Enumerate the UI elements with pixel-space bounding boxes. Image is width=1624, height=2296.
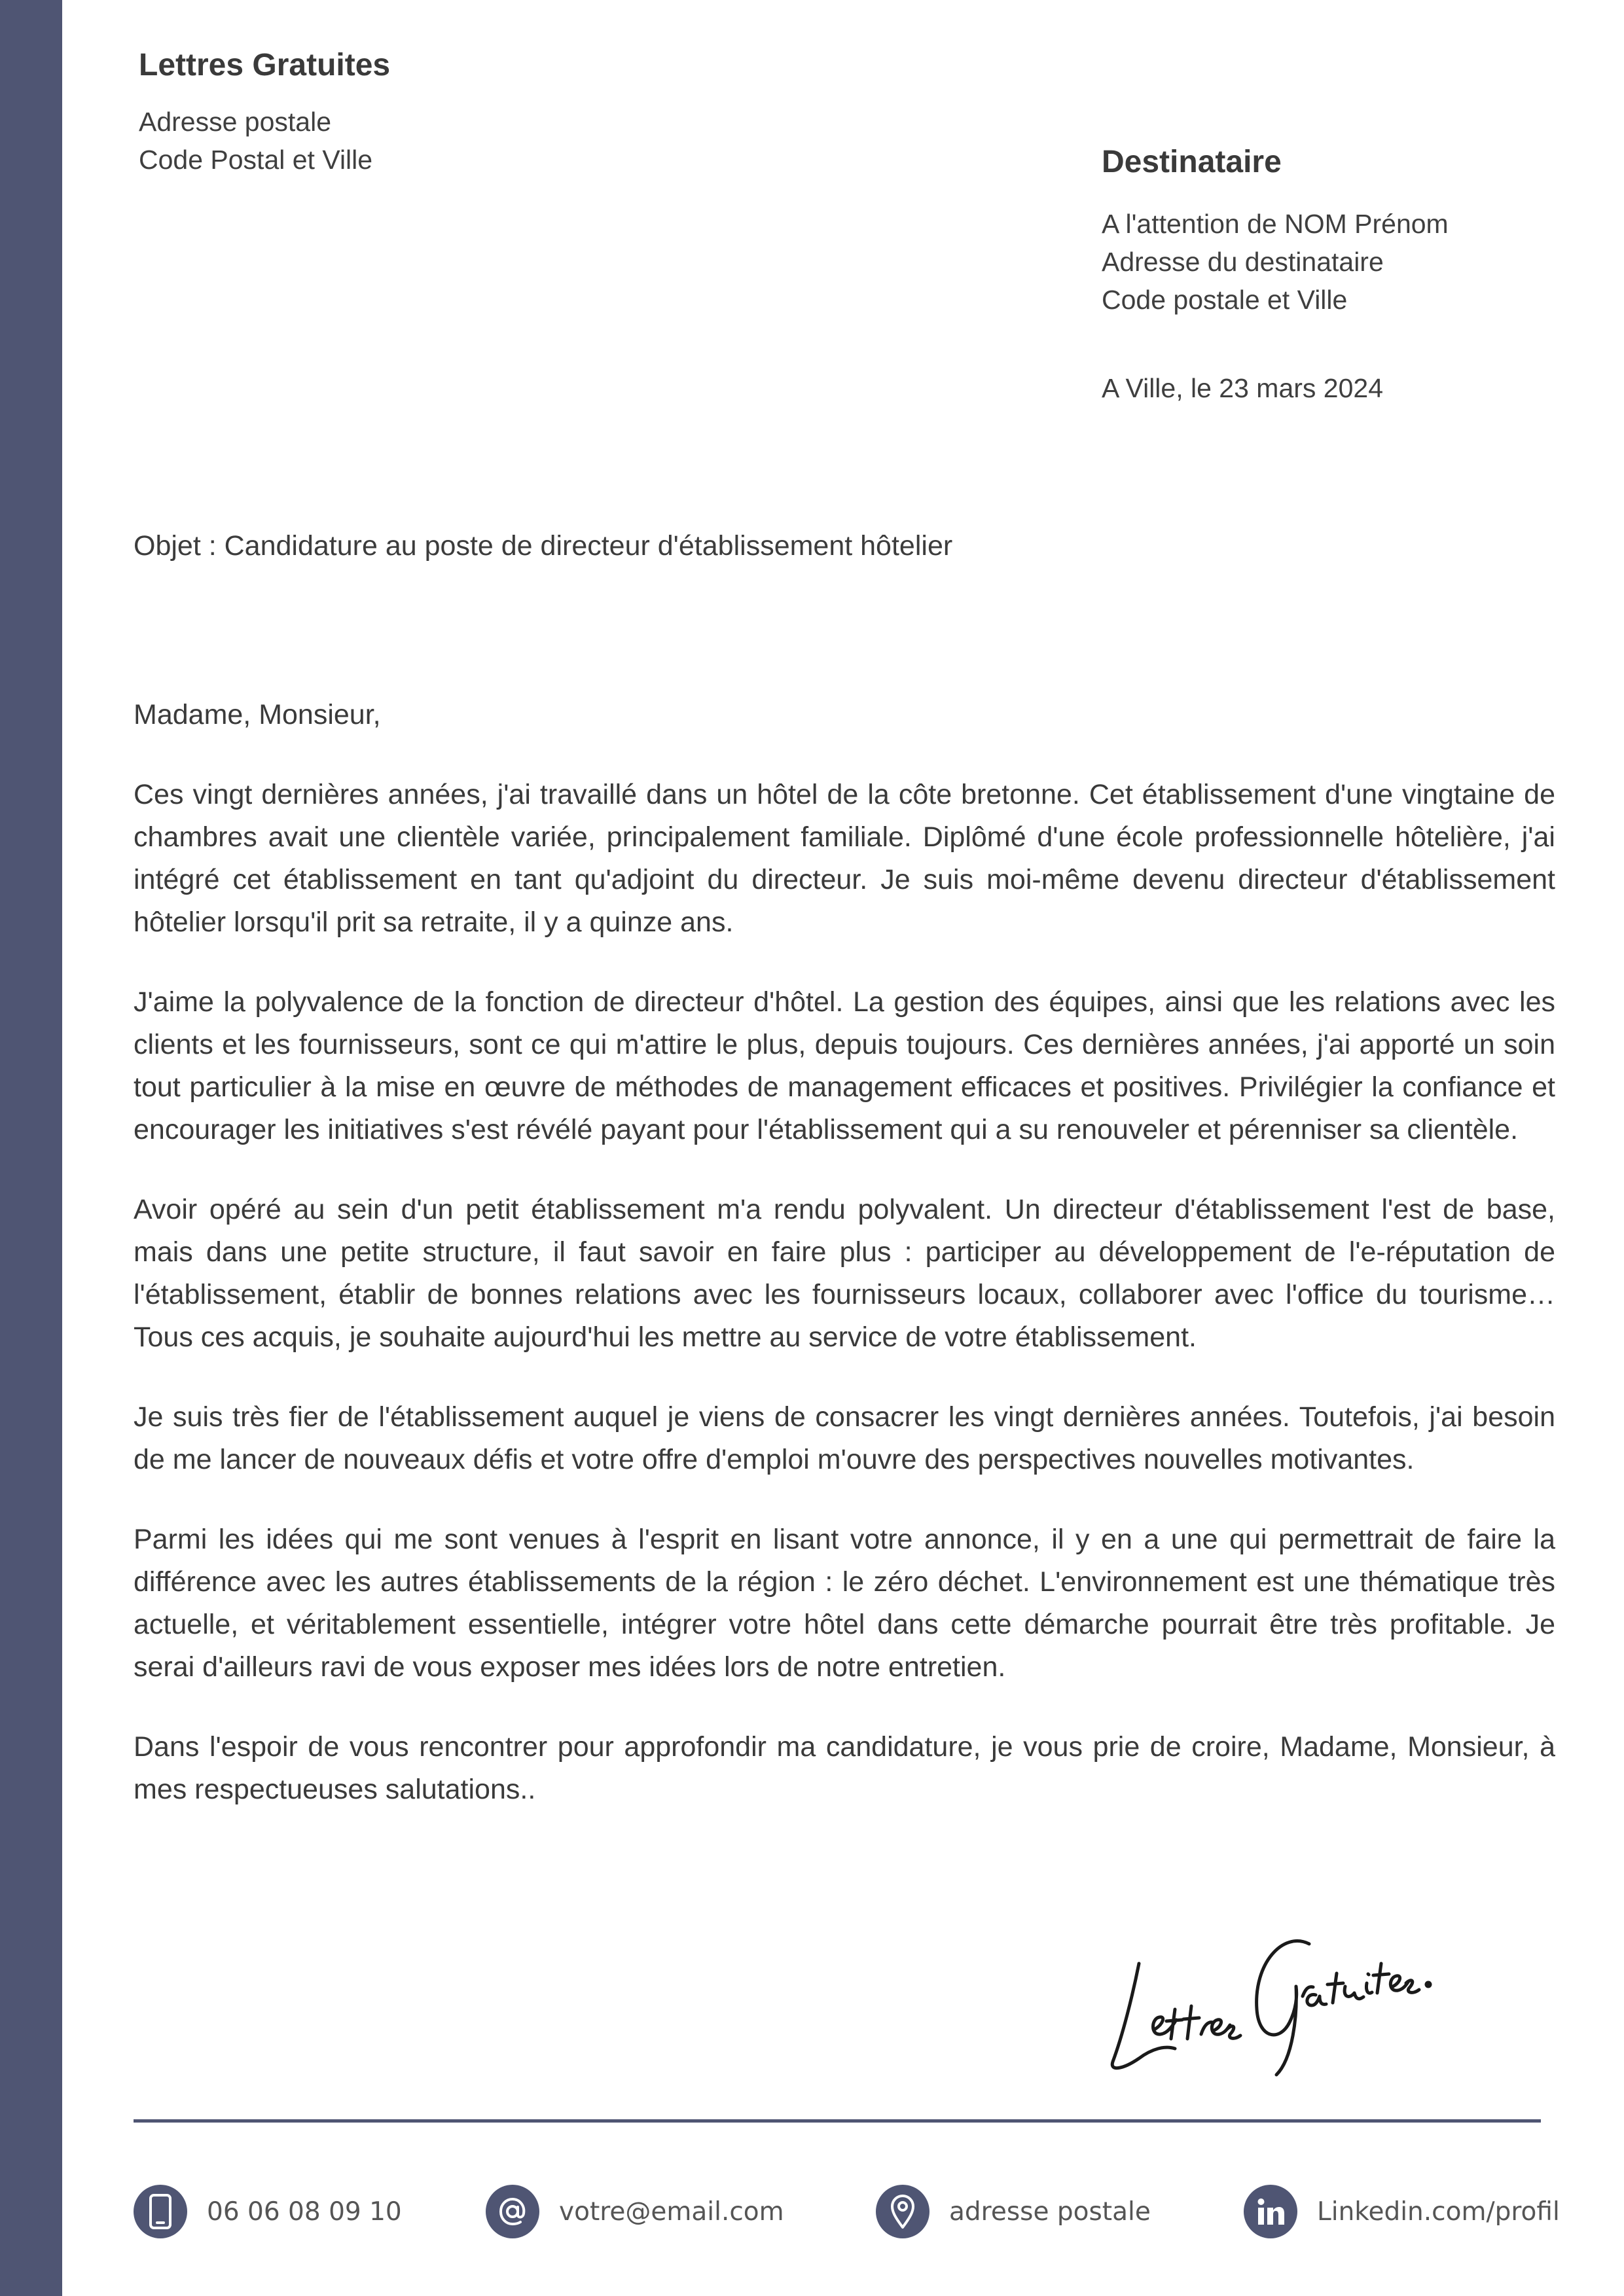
body-paragraph: Je suis très fier de l'établissement auquel je viens de consacrer les vingt dernières années. Toutefois, j'ai besoin de me lancer de nouveaux défis et votre offre d'emploi m'ouvre des perspectives nouvelles motivantes.: [134, 1401, 1555, 1475]
body-paragraph: Parmi les idées qui me sont venues à l'esprit en lisant votre annonce, il y en a une qui permettrait de faire la différence avec les autres établissements de la région : le zéro déchet. L'environnement est une thématique très actuelle, et véritablement essentielle, intégrer votre hôtel dans cette démarche pourrait être très profitable. Je serai d'ailleurs ravi de vous exposer mes idées lors de notre entretien.: [134, 1524, 1555, 1683]
greeting: Madame, Monsieur,: [134, 699, 381, 730]
handwritten-signature: [1093, 1918, 1486, 2081]
linkedin-profile: Linkedin.com/profil: [1317, 2197, 1560, 2227]
sender-city: Code Postal et Ville: [139, 145, 373, 175]
recipient-attention: A l'attention de NOM Prénom: [1102, 209, 1449, 239]
postal-address: adresse postale: [949, 2197, 1151, 2227]
recipient-title: Destinataire: [1102, 145, 1282, 179]
sender-address: Adresse postale: [139, 107, 332, 137]
phone-icon: [134, 2185, 187, 2238]
body-paragraph: Ces vingt dernières années, j'ai travaillé dans un hôtel de la côte bretonne. Cet établissement d'une vingtaine de chambres avait une clientèle variée, principalement familiale. Diplômé d'une école professionnelle hôtelière, j'ai intégré cet établissement en tant qu'adjoint du directeur. Je suis moi-même devenu directeur d'établissement hôtelier lorsqu'il prit sa retraite, il y a quinze ans.: [134, 779, 1555, 938]
footer-linkedin: [1244, 2185, 1560, 2238]
footer-divider: [134, 2119, 1541, 2123]
footer-phone: [134, 2185, 402, 2238]
body-paragraph: Avoir opéré au sein d'un petit établissement m'a rendu polyvalent. Un directeur d'établissement l'est de base, mais dans une petite structure, il faut savoir en faire plus : participer au développement de l'e-réputation de l'établissement, établir de bonnes relations avec les fournisseurs locaux, collaborer avec l'office du tourisme… Tous ces acquis, je souhaite aujourd'hui les mettre au service de votre établissement.: [134, 1194, 1555, 1353]
footer-email: [486, 2185, 784, 2238]
linkedin-icon: [1244, 2185, 1297, 2238]
recipient-block: [1102, 144, 1449, 319]
email-address: votre@email.com: [559, 2197, 784, 2227]
left-accent-bar: [0, 0, 62, 2296]
letter-body: [134, 694, 1555, 1848]
recipient-address: Adresse du destinataire: [1102, 247, 1384, 277]
footer-address: [876, 2185, 1151, 2238]
closing-paragraph: Dans l'espoir de vous rencontrer pour approfondir ma candidature, je vous prie de croire, Madame, Monsieur, à mes respectueuses salutations..: [134, 1731, 1555, 1805]
letter-date: A Ville, le 23 mars 2024: [1102, 373, 1383, 403]
at-icon: [486, 2185, 539, 2238]
recipient-city: Code postale et Ville: [1102, 285, 1348, 315]
sender-block: [139, 47, 390, 179]
location-pin-icon: [876, 2185, 929, 2238]
phone-number: 06 06 08 09 10: [207, 2197, 402, 2227]
letter-subject: Objet : Candidature au poste de directeur d'établissement hôtelier: [134, 530, 953, 562]
sender-name: Lettres Gratuites: [139, 48, 391, 82]
body-paragraph: J'aime la polyvalence de la fonction de directeur d'hôtel. La gestion des équipes, ainsi que les relations avec les clients et les fournisseurs, sont ce qui m'attire le plus, depuis toujours. Ces dernières années, j'ai apporté un soin tout particulier à la mise en œuvre de méthodes de management efficaces et positives. Privilégier la confiance et encourager les initiatives s'est révélé payant pour l'établissement qui a su renouveler et pérenniser sa clientèle.: [134, 986, 1555, 1145]
